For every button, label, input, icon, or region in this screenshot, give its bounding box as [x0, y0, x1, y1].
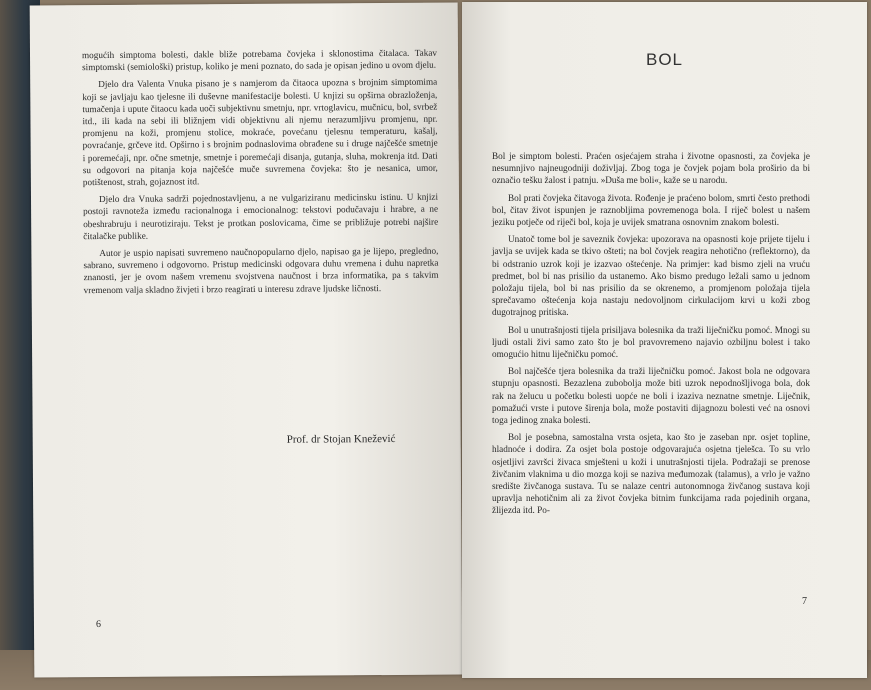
- left-paragraph: Autor je uspio napisati suvremeno naučnopopularno djelo, napisao ga je lijepo, pregledno, sabrano, suvremeno i odgovorno. Pristup medicinski odgovara duhu vremena i duhu napretka znanosti, jer je ovom našem vremenu svojstvena naučnost i brza informatika, pa s takvim vremenom valja skladno živjeti i brzo reagirati u interesu zdrave ljudske ličnosti.: [83, 245, 439, 295]
- right-paragraph: Unatoč tome bol je saveznik čovjeka: upozorava na opasnosti koje prijete tijelu i javlja se uvijek kada se tkivo ošteti; na bol čovjek reagira nehotično (reflektorno), da bi odstranio uzrok koji je izazvao oštećenje. Na primjer: kad bismo zjeli na vruću predmet, bol bi nas prisilio da ustanemo. Ako bismo predugo ležali samo u jednom položaju tijela, bol bi nas prisilio da se okrenemo, a promjenom položaja tijela sprečavamo oštećenja koja nastaju nedovoljnom cirkulacijom krvi u koži zbog dugotrajnog pritiska.: [492, 234, 810, 318]
- left-page-text: [82, 47, 439, 301]
- left-paragraph: mogućih simptoma bolesti, dakle bliže potrebama čovjeka i sklonostima čitalaca. Takav simptomski (semiološki) pristup, koliko je meni poznato, do sada je opisan jedino u ovom djelu.: [81, 47, 438, 73]
- left-paragraph: Djelo dra Vnuka sadrži pojednostavljenu, a ne vulgariziranu medicinsku istinu. U knjizi postoji ravnoteža između racionalnoga i emocionalnog: tekstovi podučavaju i hrabre, a ne obeshrabruju i neurotiziraju. Tekst je protkan poslovicama, čime se približuje potrebi najšire čitalačke publike.: [83, 191, 439, 241]
- right-paragraph: Bol je posebna, samostalna vrsta osjeta, kao što je zaseban npr. osjet topline, hladnoće i dodira. Za osjet bola postoje odgovarajuća osjetna tjelešca. To su vrlo osjetljivi završci živaca smješteni u koži i unutrašnjosti tijela. Podražaji se prenose živčanim vlaknima u dio mozga koji se naziva međumozak (talamus), a vrlo je važno središte živčanoga sustava. Tu se nalaze centri autonomnoga živčanog sustava koji upravlja nehotičnim ali za život čovjeka bitnim funkcijama rada pojedinih organa, žlijezda itd. Po-: [492, 432, 810, 516]
- page-number-right: 7: [802, 596, 807, 607]
- right-paragraph: Bol je simptom bolesti. Praćen osjećajem straha i životne opasnosti, za čovjeka je nesumnjivo najneugodniji doživljaj. Zbog toga je čovjek pojam bola proširio da bi označio tešku žalost i patnju. »Duša me boli«, kaže se u narodu.: [492, 151, 810, 186]
- right-paragraph: Bol u unutrašnjosti tijela prisiljava bolesnika da traži liječničku pomoć. Mnogi su ljudi ostali živi samo zato što je bol pravovremeno najavio ozbiljnu bolest i tako omogućio hitnu liječničku pomoć.: [492, 324, 810, 360]
- left-paragraph: Djelo dra Valenta Vnuka pisano je s namjerom da čitaoca upozna s brojnim simptomima koji se javljaju kao tjelesne ili duševne manifestacije bolesti. U knjizi su opširna obrazloženja, tumačenja i upute čitaocu kada uoči subjektivnu smetnju, npr. vrtoglavicu, mučnicu, bol, svrbež itd., ili kada na sebi ili bližnjem vidi objektivnu ali njemu nerazumljivu promjenu, npr. promjenu na koži, promjenu stolice, mokraće, povećanu tjelesnu temperaturu, kašalj, povraćanje, grčeve itd. Opširno i s brojnim podnaslovima obrađene su i druge najčešće smetnje i poremećaji, npr. očne smetnje, smetnje i poremećaji disanja, gutanja, sluha, mokrenja itd. Dati su odgovori na pitanja koja najčešće muče suvremena čovjeka: što je nesanica, umor, potištenost, strah, gojaznost itd.: [82, 77, 438, 188]
- left-page: [30, 3, 463, 678]
- preface-signature: Prof. dr Stojan Knežević: [286, 432, 396, 446]
- right-page: [462, 2, 867, 678]
- right-paragraph: Bol najčešće tjera bolesnika da traži liječničku pomoć. Jakost bola ne odgovara stupnju opasnosti. Bezazlena zubobolja može biti uzrok nepodnošljivoga bola, dok rak na želucu u početku bolesti uopće ne boli i izaziva neznatne smetnje. Liječnik, pomažući vrste i putove širenja bola, može postaviti dijagnozu bolesti već na osnovi toga jedinog znaka bolesti.: [492, 366, 810, 426]
- right-paragraph: Bol prati čovjeka čitavoga života. Rođenje je praćeno bolom, smrti često prethodi bol, čitav život ispunjen je raznobljima povremenoga bola. I riječ bolest u našem jeziku potječe od riječi bol, koja je uvijek smatrana osnovnim znakom bolesti.: [492, 192, 810, 228]
- page-number-left: 6: [95, 619, 102, 631]
- right-page-text: [492, 150, 810, 522]
- chapter-title: BOL: [645, 50, 684, 69]
